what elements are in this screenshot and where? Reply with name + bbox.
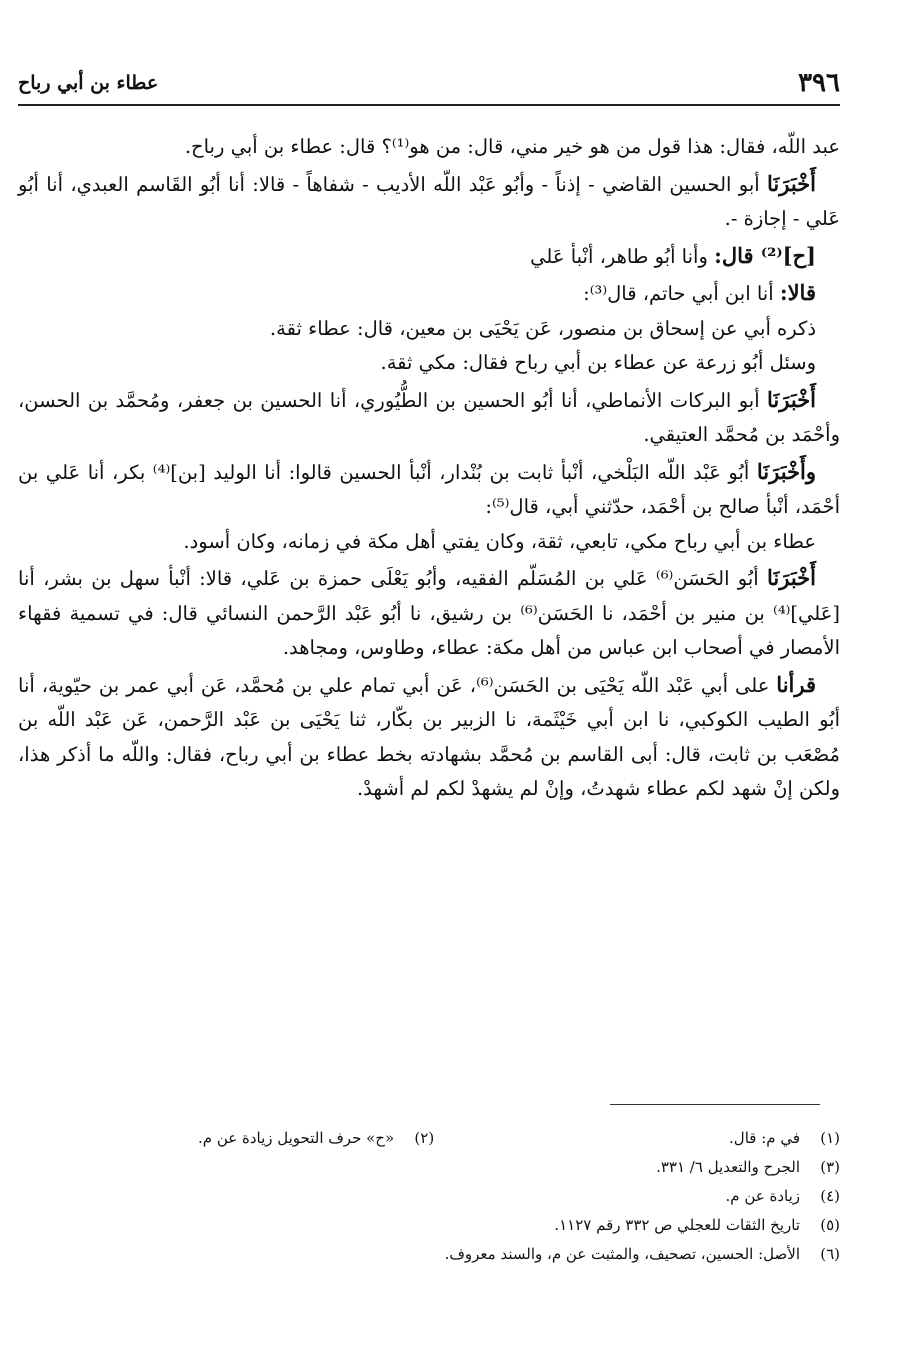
footnote (18, 1240, 840, 1269)
paragraph (18, 346, 840, 381)
footnote-text: الجرح والتعديل ٦/ ٣٣١. (656, 1158, 800, 1176)
footnote-number: (١) (820, 1129, 840, 1147)
page-header (18, 68, 840, 102)
paragraph-lead: أَخْبَرَنَا (767, 386, 816, 412)
paragraph (18, 666, 840, 807)
footnote (18, 1153, 840, 1182)
paragraph-lead: أَخْبَرَنَا (767, 170, 816, 196)
header-divider (18, 104, 840, 106)
paragraph (18, 237, 840, 275)
running-title: عطاء بن أبي رباح (18, 72, 159, 94)
footnote-divider (610, 1104, 820, 1105)
paragraph-lead: قرأنا (776, 671, 816, 697)
footnote-number: (٦) (820, 1245, 840, 1263)
footnote-number: (٢) (414, 1129, 435, 1147)
paragraph-lead: وأَخْبَرَنَا (756, 458, 817, 484)
footnote-text: «ح» حرف التحويل زيادة عن م. (198, 1129, 395, 1147)
paragraph-text: أبُو الحَسَن⁽⁶⁾ عَلي بن المُسَلّم الفقيه، وأبُو يَعْلَى حمزة بن عَلي، قالا: أنْبأ سهل بن بشر، أنا [عَلي]⁽⁴⁾ بن منير بن أحْمَد، نا الحَسَن⁽⁶⁾ بن رشيق، نا أبُو عَبْد الرَّحمن النسائي قال: في تسمية فقهاء الأمصار في أصحاب ابن عباس من أهل مكة: عطاء، وطاوس، ومجاهد. (18, 567, 840, 659)
footnote (18, 1211, 840, 1240)
footnote-row (18, 1124, 840, 1153)
paragraph-text: أنا ابن أبي حاتم، قال⁽³⁾: (583, 282, 774, 305)
footnote (198, 1124, 434, 1153)
paragraph-text: أبُو عَبْد اللّه البَلْخي، أنْبأ ثابت بن بُنْدار، أنْبأ الحسين قالوا: أنا الوليد [بن]⁽⁴⁾ بكر، أنا عَلي بن أحْمَد، أنْبأ صالح بن أحْمَد، حدّثني أبي، قال⁽⁵⁾: (18, 460, 840, 518)
paragraph (18, 453, 840, 525)
main-text (18, 130, 840, 807)
paragraph (18, 274, 840, 312)
footnote-number: (٥) (820, 1216, 840, 1234)
footnote (18, 1182, 840, 1211)
paragraph-text: أبو الحسين القاضي - إذناً - وأبُو عَبْد اللّه الأديب - شفاهاً - قالا: أنا أبُو القَاسم العبدي، أنا أبُو عَلي - إجازة -. (18, 172, 840, 230)
page-number: ٣٩٦ (798, 68, 840, 98)
paragraph-text: أبو البركات الأنماطي، أنا أبُو الحسين بن الطُّيُوري، أنا الحسين بن جعفر، ومُحمَّد بن الحسن، وأحْمَد بن مُحمَّد العتيقي. (18, 388, 840, 446)
paragraph-text: وسئل أبُو زرعة عن عطاء بن أبي رباح فقال: مكي ثقة. (380, 351, 816, 374)
paragraph-text: على أبي عَبْد اللّه يَحْيَى بن الحَسَن⁽⁶⁾، عَن أبي تمام علي بن مُحمَّد، عَن أبي عمر بن حيّوية، أنا أبُو الطيب الكوكبي، نا ابن أبي خَيْثَمة، نا الزبير بن بكّار، ثنا يَحْيَى بن عَبْد الرَّحمن، عَن عَبْد اللّه بن مُصْعَب بن ثابت، قال: أبى القاسم بن مُحمَّد بشهادته بخط عطاء بن أبي رباح، فقال: واللّه ما أذكر هذا، ولكن إنْ شهد لكم عطاء شهدتُ، وإنْ لم يشهدْ لكم لم أشهدْ. (18, 673, 840, 800)
paragraph (18, 381, 840, 453)
footnote-number: (٣) (820, 1158, 840, 1176)
paragraph-text: ذكره أبي عن إسحاق بن منصور، عَن يَحْيَى بن معين، قال: عطاء ثقة. (269, 316, 816, 340)
paragraph-text: عبد اللّه، فقال: هذا قول من هو خير مني، قال: من هو⁽¹⁾؟ قال: عطاء بن أبي رباح. (184, 135, 840, 158)
footnote-text: زيادة عن م. (725, 1187, 800, 1205)
paragraph (18, 525, 840, 560)
paragraph (18, 130, 840, 165)
paragraph-lead: [ح]⁽²⁾ قال: (714, 242, 816, 268)
footnote-number: (٤) (820, 1187, 840, 1205)
paragraph-text: عطاء بن أبي رباح مكي، تابعي، ثقة، وكان يفتي أهل مكة في زمانه، وكان أسود. (183, 529, 816, 553)
paragraph (18, 312, 840, 347)
footnote-text: الأصل: الحسين، تصحيف، والمثبت عن م، والسند معروف. (444, 1245, 800, 1263)
paragraph (18, 559, 840, 666)
footnote-text: تاريخ الثقات للعجلي ص ٣٣٢ رقم ١١٢٧. (554, 1216, 800, 1234)
footnote-text: في م: قال. (729, 1129, 800, 1147)
paragraph (18, 165, 840, 237)
footnote (729, 1124, 840, 1153)
paragraph-lead: أَخْبَرَنَا (767, 565, 816, 590)
footnotes (18, 1124, 840, 1269)
paragraph-lead: قالا: (779, 280, 816, 305)
paragraph-text: وأنا أبُو طاهر، أنْبأ عَلي (530, 244, 708, 268)
